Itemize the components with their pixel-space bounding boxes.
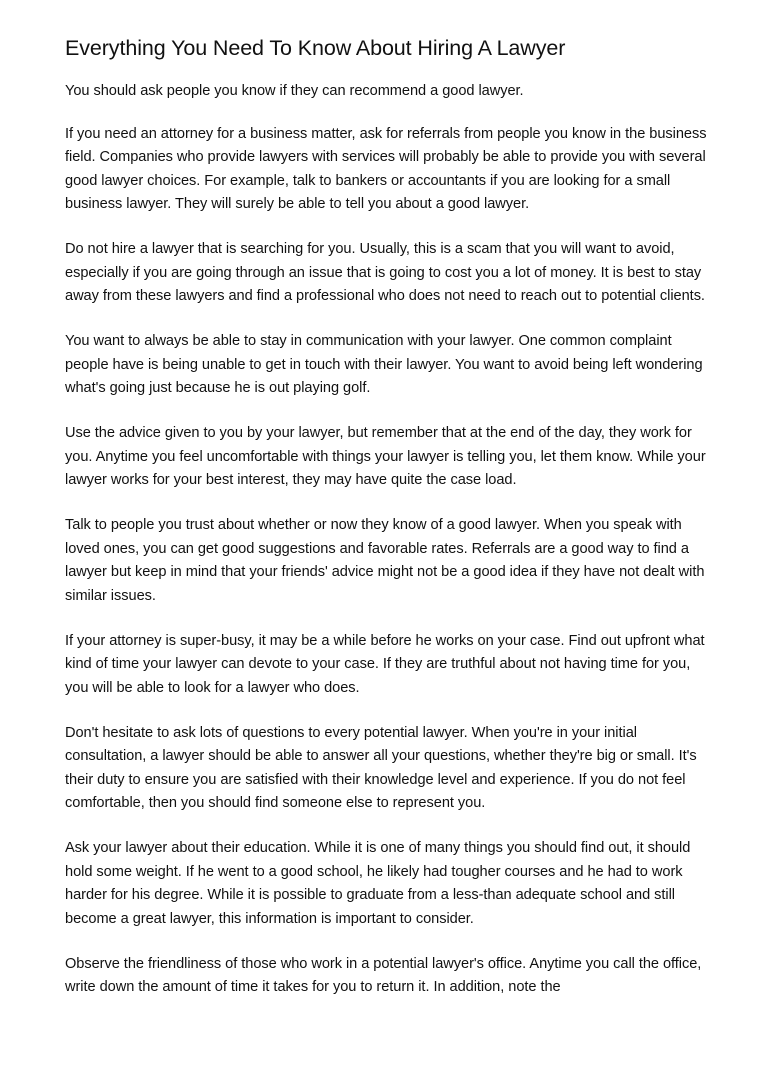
- paragraph: Talk to people you trust about whether or now they know of a good lawyer. When you speak with loved ones, you can get good suggestions and favorable rates. Referrals are a good way to find a lawyer but keep in mind that your friends' advice might not be a good idea if they have not dealt with similar issues.: [65, 517, 705, 604]
- paragraph: You should ask people you know if they can recommend a good lawyer.: [65, 83, 524, 99]
- paragraph: If your attorney is super-busy, it may be a while before he works on your case. Find out upfront what kind of time your lawyer can devote to your case. If they are truthful about not having time for you, you will be able to look for a lawyer who does.: [65, 632, 705, 696]
- paragraph: Do not hire a lawyer that is searching for you. Usually, this is a scam that you will want to avoid, especially if you are going through an issue that is going to cost you a lot of money. It is best to stay away from these lawyers and find a professional who does not need to reach out to potential clients.: [65, 241, 705, 304]
- document-title: Everything You Need To Know About Hiring A Lawyer: [65, 36, 566, 60]
- paragraph: You want to always be able to stay in communication with your lawyer. One common complaint people have is being unable to get in touch with their lawyer. You want to avoid being left wondering what's going just because he is out playing golf.: [65, 333, 703, 396]
- paragraph: Use the advice given to you by your lawyer, but remember that at the end of the day, they work for you. Anytime you feel uncomfortable with things your lawyer is telling you, let them know. While your lawyer works for your best interest, they may have quite the case load.: [65, 425, 706, 488]
- paragraph: Observe the friendliness of those who work in a potential lawyer's office. Anytime you call the office, write down the amount of time it takes for you to return it. In addition, note the: [65, 955, 702, 995]
- paragraph: Don't hesitate to ask lots of questions to every potential lawyer. When you're in your initial consultation, a lawyer should be able to answer all your questions, whether they're big or small. It's their duty to ensure you are satisfied with their knowledge level and experience. If you do not feel comfortable, then you should find someone else to represent you.: [65, 724, 697, 811]
- paragraph: Ask your lawyer about their education. While it is one of many things you should find out, it should hold some weight. If he went to a good school, he likely had tougher courses and he had to work harder for his degree. While it is possible to graduate from a less-than adequate school and still become a great lawyer, this information is important to consider.: [65, 840, 691, 927]
- paragraph: If you need an attorney for a business matter, ask for referrals from people you know in the business field. Companies who provide lawyers with services will probably be able to provide you with several good lawyer choices. For example, talk to bankers or accountants if you are looking for a small business lawyer. They will surely be able to tell you about a good lawyer.: [65, 125, 707, 212]
- document-page: [65, 34, 715, 1021]
